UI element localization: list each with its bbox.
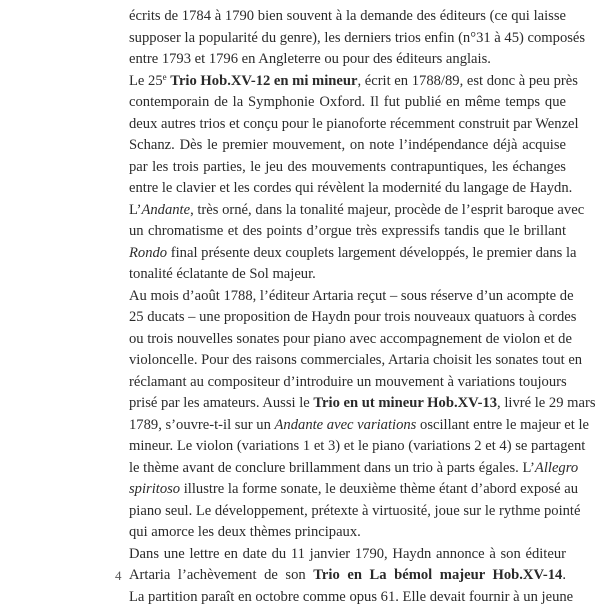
- text-line: [129, 372, 566, 394]
- text-line: [129, 329, 572, 351]
- text-run: un chromatisme et des points d’orgue très expressifs tandis que le brillant: [129, 223, 566, 239]
- text-line: [129, 28, 586, 50]
- italic-term: Andante avec variations: [274, 416, 417, 433]
- text-run: supposer la popularité du genre), les derniers trios enfin (n°31 à 45) composés: [129, 29, 586, 46]
- text-line: [129, 157, 566, 179]
- text-run: le thème avant de conclure brillamment dans un trio à parts égales. L’: [129, 459, 535, 476]
- text-line: [129, 200, 585, 222]
- text-run: , livré le 29 mars: [497, 395, 596, 411]
- text-run: 1789, s’ouvre-t-il sur un: [129, 416, 275, 433]
- text-line: [129, 6, 566, 28]
- work-title: Trio en La bémol majeur Hob.XV-14: [313, 567, 563, 583]
- text-run: tonalité éclatante de Sol majeur.: [129, 266, 316, 282]
- text-line: [129, 544, 566, 566]
- text-line: [129, 221, 566, 243]
- italic-term: Rondo: [129, 244, 168, 261]
- text-run: par les trois parties, le jeu des mouvements contrapuntiques, les échanges: [129, 158, 566, 175]
- text-run: oscillant entre le majeur et le: [416, 416, 589, 433]
- text-run: , très orné, dans la tonalité majeur, procède de l’esprit baroque avec: [190, 201, 585, 218]
- text-line: [129, 307, 577, 329]
- text-run: Au mois d’août 1788, l’éditeur Artaria reçut – sous réserve d’un acompte de: [129, 287, 574, 304]
- text-line: [129, 458, 579, 480]
- text-run: qui amorce les deux thèmes principaux.: [129, 524, 361, 540]
- text-run: Le 25: [129, 72, 163, 89]
- text-run: prisé par les amateurs. Aussi le: [129, 395, 314, 411]
- text-run: .: [562, 567, 567, 583]
- text-run: Schanz. Dès le premier mouvement, on note l’indépendance déjà acquise: [129, 137, 566, 153]
- text-line: [129, 522, 566, 544]
- text-line: [129, 135, 566, 157]
- text-run: 25 ducats – une proposition de Haydn pour trois nouveaux quatuors à cordes: [129, 309, 577, 325]
- text-line: [129, 415, 589, 437]
- text-line: [129, 92, 566, 114]
- text-run: entre 1793 et 1796 en Angleterre ou pour des éditeurs anglais.: [129, 51, 491, 67]
- text-line: [129, 71, 578, 93]
- text-run: violoncelle. Pour des raisons commerciales, Artaria choisit les sonates tout en: [129, 352, 583, 368]
- italic-term: Allegro: [534, 459, 579, 476]
- text-run: piano seul. Le développement, prétexte à virtuosité, joue sur le rythme pointé: [129, 502, 581, 519]
- text-run: La partition paraît en octobre comme opus 61. Elle devait fournir à un jeune: [129, 588, 574, 605]
- text-run: illustre la forme sonate, le deuxième thème étant d’abord exposé au: [180, 481, 579, 497]
- text-run: écrits de 1784 à 1790 bien souvent à la demande des éditeurs (ce qui laisse: [129, 8, 566, 24]
- text-line: [129, 501, 581, 523]
- text-run: deux autres trios et conçu pour le pianoforte récemment construit par Wenzel: [129, 115, 579, 132]
- text-run: Dans une lettre en date du 11 janvier 1790, Haydn annonce à son éditeur: [129, 545, 566, 562]
- text-line: [129, 243, 577, 265]
- text-run: réclamant au compositeur d’introduire un mouvement à variations toujours: [129, 373, 567, 390]
- text-run: entre le clavier et les cordes qui révèlent la modernité du langage de Haydn.: [129, 180, 573, 196]
- text-line: [129, 49, 566, 71]
- text-line: [129, 479, 579, 501]
- text-run: L’: [129, 201, 142, 218]
- page-number: 4: [115, 568, 122, 583]
- text-line: [129, 587, 574, 609]
- text-line: [129, 565, 566, 587]
- work-title: Trio Hob.XV-12 en mi mineur: [170, 72, 358, 89]
- italic-term: spiritoso: [129, 481, 181, 497]
- text-line: [129, 350, 583, 372]
- text-line: [129, 436, 586, 458]
- text-run: final présente deux couplets largement développés, le premier dans la: [167, 244, 577, 261]
- text-run: contemporain de la Symphonie Oxford. Il fut publié en même temps que: [129, 94, 566, 110]
- text-line: [129, 286, 574, 308]
- text-line: [129, 178, 573, 200]
- text-line: [129, 264, 566, 286]
- text-line: [129, 114, 579, 136]
- text-run: , écrit en 1788/89, est donc à peu près: [357, 72, 578, 89]
- text-run: Artaria l’achèvement de son: [129, 567, 314, 583]
- text-line: [129, 393, 596, 415]
- italic-term: Andante: [141, 201, 191, 218]
- work-title: Trio en ut mineur Hob.XV-13: [313, 395, 498, 411]
- body-text: [129, 6, 596, 608]
- text-run: ou trois nouvelles sonates pour piano avec accompagnement de violon et de: [129, 330, 572, 347]
- text-run: e: [162, 71, 167, 82]
- text-run: mineur. Le violon (variations 1 et 3) et le piano (variations 2 et 4) se partagent: [129, 438, 586, 454]
